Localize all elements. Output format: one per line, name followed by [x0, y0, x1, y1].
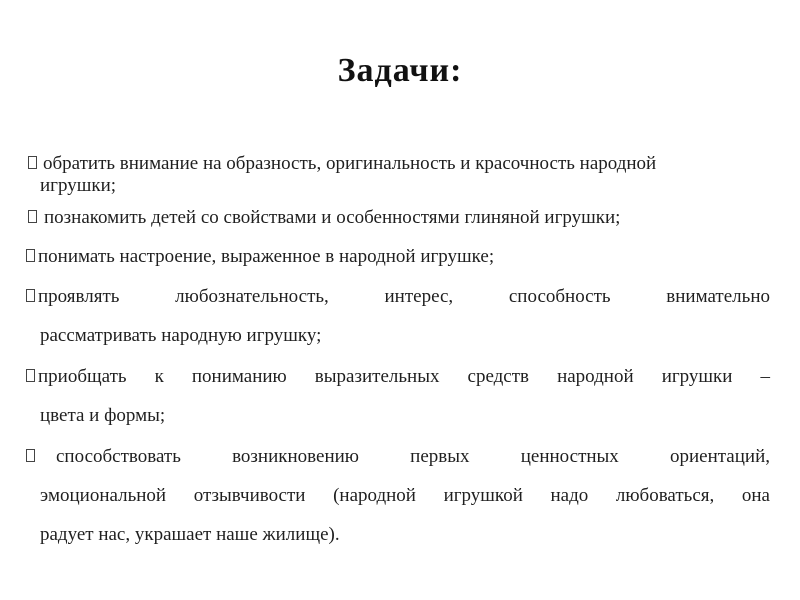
- task-line: понимать настроение, выраженное в народной игрушке;: [38, 246, 495, 267]
- task-item: [26, 286, 770, 347]
- square-bullet-icon: [28, 156, 37, 169]
- task-line: радует нас, украшает наше жилище).: [40, 524, 340, 545]
- task-item: [26, 446, 770, 546]
- task-item: [28, 207, 773, 229]
- task-item: [28, 153, 773, 197]
- square-bullet-icon: [26, 449, 35, 462]
- task-line: способствовать возникновению первых ценностных ориентаций,: [56, 446, 770, 467]
- task-line: приобщать к пониманию выразительных средств народной игрушки –: [38, 366, 770, 387]
- task-line: эмоциональной отзывчивости (народной игрушкой надо любоваться, она: [40, 485, 770, 506]
- task-item: [26, 366, 770, 427]
- task-line: проявлять любознательность, интерес, способность внимательно: [38, 286, 770, 307]
- slide-title: Задачи:: [337, 52, 463, 89]
- square-bullet-icon: [26, 289, 35, 302]
- square-bullet-icon: [26, 249, 35, 262]
- task-line: обратить внимание на образность, оригинальность и красочность народной: [43, 153, 657, 174]
- square-bullet-icon: [28, 210, 37, 223]
- task-line: рассматривать народную игрушку;: [40, 325, 322, 346]
- task-line: познакомить детей со свойствами и особенностями глиняной игрушки;: [44, 207, 621, 228]
- square-bullet-icon: [26, 369, 35, 382]
- task-line: цвета и формы;: [40, 405, 166, 426]
- task-line: игрушки;: [40, 175, 117, 196]
- task-item: [26, 246, 771, 268]
